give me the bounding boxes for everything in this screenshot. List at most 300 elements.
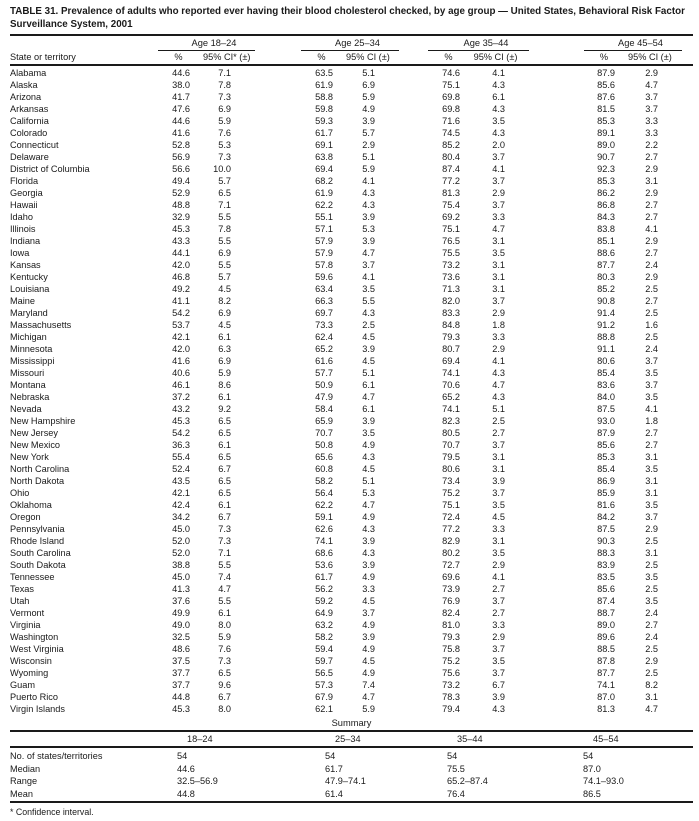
table-row [10,343,693,355]
value-cell: 65.2 [315,344,333,354]
value-cell: 5.3 [218,140,231,150]
value-cell: 62.2 [315,200,333,210]
value-cell: 7.6 [218,128,231,138]
value-cell: 5.5 [218,260,231,270]
value-cell: 86.8 [597,200,615,210]
value-cell: 85.4 [597,464,615,474]
value-cell: 5.1 [362,68,375,78]
table-row [10,439,693,451]
value-cell: 81.3 [597,704,615,714]
state-name-cell: Mississippi [10,356,55,366]
table-row [10,667,693,679]
value-cell: 63.2 [315,620,333,630]
table-row [10,211,693,223]
value-cell: 89.0 [597,620,615,630]
summary-value-cell: 54 [447,751,458,761]
value-cell: 5.7 [362,128,375,138]
value-cell: 2.9 [645,656,658,666]
value-cell: 84.0 [597,392,615,402]
value-cell: 6.1 [218,608,231,618]
value-cell: 50.9 [315,380,333,390]
value-cell: 4.9 [362,644,375,654]
value-cell: 3.9 [492,692,505,702]
table-body [10,66,693,715]
summary-column-header: 18–24 [187,734,213,744]
value-cell: 2.5 [645,332,658,342]
value-cell: 3.1 [492,536,505,546]
table-row [10,271,693,283]
value-cell: 48.6 [172,644,190,654]
state-name-cell: Georgia [10,188,43,198]
value-cell: 3.7 [492,488,505,498]
value-cell: 87.8 [597,656,615,666]
value-cell: 4.5 [492,512,505,522]
value-cell: 4.7 [362,692,375,702]
value-cell: 87.7 [597,260,615,270]
state-name-cell: Maryland [10,308,48,318]
state-name-cell: Kentucky [10,272,48,282]
value-cell: 3.9 [362,416,375,426]
state-name-cell: Idaho [10,212,33,222]
value-cell: 52.9 [172,188,190,198]
value-cell: 63.4 [315,284,333,294]
state-name-cell: Texas [10,584,34,594]
value-cell: 7.1 [218,200,231,210]
value-cell: 3.7 [362,260,375,270]
state-name-cell: Virgin Islands [10,704,65,714]
summary-label-cell: Median [10,763,41,774]
value-cell: 3.9 [362,236,375,246]
value-cell: 3.5 [492,548,505,558]
value-cell: 6.7 [218,692,231,702]
value-cell: 6.5 [218,428,231,438]
value-cell: 87.5 [597,524,615,534]
value-cell: 42.1 [172,488,190,498]
value-cell: 2.2 [645,140,658,150]
value-cell: 73.4 [442,476,460,486]
value-cell: 32.9 [172,212,190,222]
value-cell: 2.4 [645,632,658,642]
value-cell: 42.1 [172,332,190,342]
value-cell: 7.1 [218,68,231,78]
table-row [10,703,693,715]
value-cell: 9.6 [218,680,231,690]
value-cell: 8.2 [645,680,658,690]
value-cell: 4.5 [362,356,375,366]
value-cell: 55.4 [172,452,190,462]
column-header-ci: 95% CI (±) [346,52,390,62]
value-cell: 3.7 [492,440,505,450]
state-name-cell: Arkansas [10,104,49,114]
table-row [10,487,693,499]
value-cell: 74.1 [442,404,460,414]
value-cell: 47.6 [172,104,190,114]
value-cell: 4.1 [645,224,658,234]
value-cell: 59.3 [315,116,333,126]
state-name-cell: Oregon [10,512,41,522]
value-cell: 4.7 [362,500,375,510]
value-cell: 73.9 [442,584,460,594]
table-row [10,67,693,79]
value-cell: 48.8 [172,200,190,210]
value-cell: 2.7 [645,200,658,210]
value-cell: 3.1 [645,488,658,498]
value-cell: 61.7 [315,572,333,582]
value-cell: 69.8 [442,104,460,114]
value-cell: 57.1 [315,224,333,234]
value-cell: 61.7 [315,128,333,138]
state-name-cell: Wyoming [10,668,49,678]
column-header-state: State or territory [10,52,76,62]
value-cell: 4.7 [362,392,375,402]
value-cell: 37.2 [172,392,190,402]
value-cell: 32.5 [172,632,190,642]
table-row [10,319,693,331]
value-cell: 4.1 [492,572,505,582]
summary-row [10,788,693,801]
value-cell: 9.2 [218,404,231,414]
value-cell: 45.3 [172,416,190,426]
value-cell: 37.5 [172,656,190,666]
value-cell: 75.1 [442,224,460,234]
value-cell: 2.7 [645,428,658,438]
value-cell: 85.3 [597,176,615,186]
value-cell: 2.5 [645,308,658,318]
value-cell: 3.5 [645,368,658,378]
value-cell: 87.9 [597,428,615,438]
value-cell: 53.7 [172,320,190,330]
value-cell: 64.9 [315,608,333,618]
value-cell: 81.6 [597,500,615,510]
value-cell: 52.0 [172,536,190,546]
state-name-cell: Virginia [10,620,41,630]
value-cell: 83.6 [597,380,615,390]
value-cell: 4.7 [645,704,658,714]
value-cell: 49.0 [172,620,190,630]
table-row [10,643,693,655]
state-name-cell: Connecticut [10,140,59,150]
table-row [10,187,693,199]
value-cell: 4.3 [492,704,505,714]
value-cell: 88.5 [597,644,615,654]
value-cell: 5.5 [218,560,231,570]
state-name-cell: North Carolina [10,464,70,474]
state-name-cell: Alabama [10,68,47,78]
value-cell: 4.1 [492,68,505,78]
summary-value-cell: 61.7 [325,763,343,774]
value-cell: 7.3 [218,152,231,162]
value-cell: 2.5 [645,668,658,678]
value-cell: 70.7 [442,440,460,450]
value-cell: 6.5 [218,488,231,498]
value-cell: 3.5 [362,428,375,438]
summary-heading: Summary [10,715,693,732]
value-cell: 4.9 [362,512,375,522]
value-cell: 61.9 [315,80,333,90]
table-row [10,259,693,271]
table-row [10,547,693,559]
summary-label-cell: Mean [10,788,33,799]
value-cell: 2.9 [362,140,375,150]
table-header [10,34,693,66]
value-cell: 2.9 [645,524,658,534]
state-name-cell: Louisiana [10,284,50,294]
value-cell: 3.3 [645,128,658,138]
value-cell: 1.8 [492,320,505,330]
value-cell: 5.1 [492,404,505,414]
value-cell: 4.3 [492,392,505,402]
value-cell: 2.9 [492,560,505,570]
value-cell: 3.7 [492,296,505,306]
summary-value-cell: 47.9–74.1 [325,776,366,787]
summary-value-cell: 76.4 [447,788,465,799]
value-cell: 6.5 [218,416,231,426]
value-cell: 69.7 [315,308,333,318]
state-name-cell: Nebraska [10,392,50,402]
value-cell: 59.6 [315,272,333,282]
summary-value-cell: 61.4 [325,788,343,799]
state-name-cell: Utah [10,596,30,606]
table-row [10,139,693,151]
value-cell: 74.1 [315,536,333,546]
value-cell: 73.3 [315,320,333,330]
state-name-cell: Michigan [10,332,47,342]
value-cell: 56.4 [315,488,333,498]
table-row [10,595,693,607]
value-cell: 52.8 [172,140,190,150]
value-cell: 4.1 [362,176,375,186]
value-cell: 6.9 [218,104,231,114]
state-name-cell: Guam [10,680,36,690]
value-cell: 2.5 [492,416,505,426]
summary-value-cell: 86.5 [583,788,601,799]
value-cell: 59.4 [315,644,333,654]
value-cell: 60.8 [315,464,333,474]
value-cell: 2.9 [645,236,658,246]
value-cell: 89.6 [597,632,615,642]
value-cell: 7.3 [218,656,231,666]
value-cell: 4.3 [362,188,375,198]
value-cell: 6.7 [218,512,231,522]
table-row [10,583,693,595]
value-cell: 41.6 [172,356,190,366]
value-cell: 41.1 [172,296,190,306]
value-cell: 3.7 [492,200,505,210]
table-row [10,247,693,259]
value-cell: 81.0 [442,620,460,630]
value-cell: 77.2 [442,176,460,186]
summary-body [10,748,693,803]
value-cell: 80.3 [597,272,615,282]
table-row [10,607,693,619]
summary-row [10,763,693,776]
value-cell: 54.2 [172,308,190,318]
value-cell: 65.2 [442,392,460,402]
value-cell: 62.4 [315,332,333,342]
value-cell: 76.5 [442,236,460,246]
value-cell: 5.9 [218,632,231,642]
state-name-cell: Maine [10,296,36,306]
value-cell: 37.6 [172,596,190,606]
value-cell: 6.1 [492,92,505,102]
table-row [10,679,693,691]
age-group-header-45-54: Age 45–54 [584,37,682,51]
value-cell: 3.1 [492,236,505,246]
value-cell: 59.2 [315,596,333,606]
value-cell: 45.3 [172,224,190,234]
value-cell: 2.5 [645,644,658,654]
value-cell: 79.3 [442,632,460,642]
value-cell: 4.1 [492,356,505,366]
value-cell: 3.7 [492,668,505,678]
value-cell: 79.3 [442,332,460,342]
value-cell: 3.5 [492,248,505,258]
value-cell: 44.1 [172,248,190,258]
value-cell: 57.8 [315,260,333,270]
value-cell: 3.7 [645,512,658,522]
value-cell: 41.6 [172,128,190,138]
value-cell: 73.6 [442,272,460,282]
table-row [10,367,693,379]
value-cell: 3.1 [645,476,658,486]
value-cell: 2.7 [492,608,505,618]
value-cell: 57.7 [315,368,333,378]
value-cell: 3.9 [492,476,505,486]
state-name-cell: Alaska [10,80,38,90]
value-cell: 89.1 [597,128,615,138]
age-group-header-35-44: Age 35–44 [428,37,529,51]
table-row [10,163,693,175]
value-cell: 58.8 [315,92,333,102]
value-cell: 4.9 [362,572,375,582]
value-cell: 7.3 [218,92,231,102]
value-cell: 58.2 [315,476,333,486]
value-cell: 3.1 [645,692,658,702]
value-cell: 5.9 [362,92,375,102]
value-cell: 87.4 [597,596,615,606]
value-cell: 43.2 [172,404,190,414]
value-cell: 46.8 [172,272,190,282]
value-cell: 65.9 [315,416,333,426]
value-cell: 88.8 [597,332,615,342]
value-cell: 3.5 [645,572,658,582]
value-cell: 8.0 [218,620,231,630]
value-cell: 4.5 [362,596,375,606]
value-cell: 3.7 [362,608,375,618]
value-cell: 7.8 [218,224,231,234]
state-name-cell: Tennessee [10,572,55,582]
value-cell: 68.6 [315,548,333,558]
value-cell: 2.9 [645,272,658,282]
value-cell: 3.3 [492,620,505,630]
value-cell: 68.2 [315,176,333,186]
value-cell: 3.7 [645,92,658,102]
state-name-cell: Missouri [10,368,45,378]
value-cell: 6.5 [218,452,231,462]
value-cell: 58.2 [315,632,333,642]
table-row [10,655,693,667]
value-cell: 3.9 [362,344,375,354]
value-cell: 82.0 [442,296,460,306]
value-cell: 87.7 [597,668,615,678]
value-cell: 3.3 [362,584,375,594]
value-cell: 3.5 [492,116,505,126]
value-cell: 6.9 [218,248,231,258]
value-cell: 6.7 [218,464,231,474]
value-cell: 56.9 [172,152,190,162]
value-cell: 84.2 [597,512,615,522]
value-cell: 8.2 [218,296,231,306]
value-cell: 75.1 [442,80,460,90]
column-header-ci: 95% CI (±) [473,52,518,62]
summary-header [10,732,693,748]
value-cell: 3.1 [645,176,658,186]
value-cell: 8.0 [218,704,231,714]
value-cell: 2.5 [645,560,658,570]
value-cell: 57.3 [315,680,333,690]
value-cell: 82.4 [442,608,460,618]
value-cell: 92.3 [597,164,615,174]
value-cell: 88.6 [597,248,615,258]
value-cell: 85.2 [442,140,460,150]
value-cell: 91.1 [597,344,615,354]
value-cell: 4.5 [362,656,375,666]
value-cell: 82.9 [442,536,460,546]
value-cell: 3.3 [492,332,505,342]
value-cell: 4.9 [362,104,375,114]
value-cell: 3.3 [492,524,505,534]
state-name-cell: Washington [10,632,59,642]
table-row [10,91,693,103]
table-row [10,619,693,631]
value-cell: 38.0 [172,80,190,90]
value-cell: 6.9 [362,80,375,90]
summary-value-cell: 44.6 [177,763,195,774]
value-cell: 2.7 [645,440,658,450]
value-cell: 3.9 [362,536,375,546]
table-row [10,223,693,235]
value-cell: 2.5 [645,284,658,294]
value-cell: 44.6 [172,116,190,126]
value-cell: 52.4 [172,464,190,474]
value-cell: 4.5 [218,320,231,330]
state-name-cell: South Dakota [10,560,66,570]
value-cell: 3.5 [645,464,658,474]
value-cell: 74.1 [442,368,460,378]
summary-column-header: 35–44 [457,734,483,744]
value-cell: 3.5 [492,656,505,666]
value-cell: 59.1 [315,512,333,522]
value-cell: 80.6 [442,464,460,474]
value-cell: 5.7 [218,272,231,282]
value-cell: 85.4 [597,368,615,378]
state-name-cell: Hawaii [10,200,38,210]
value-cell: 3.1 [492,452,505,462]
value-cell: 42.0 [172,344,190,354]
state-name-cell: New Mexico [10,440,61,450]
table-row [10,79,693,91]
value-cell: 54.2 [172,428,190,438]
value-cell: 4.5 [218,284,231,294]
state-name-cell: Nevada [10,404,42,414]
value-cell: 40.6 [172,368,190,378]
value-cell: 3.7 [645,380,658,390]
value-cell: 41.3 [172,584,190,594]
value-cell: 5.1 [362,368,375,378]
value-cell: 56.5 [315,668,333,678]
summary-label-cell: No. of states/territories [10,751,103,761]
value-cell: 78.3 [442,692,460,702]
